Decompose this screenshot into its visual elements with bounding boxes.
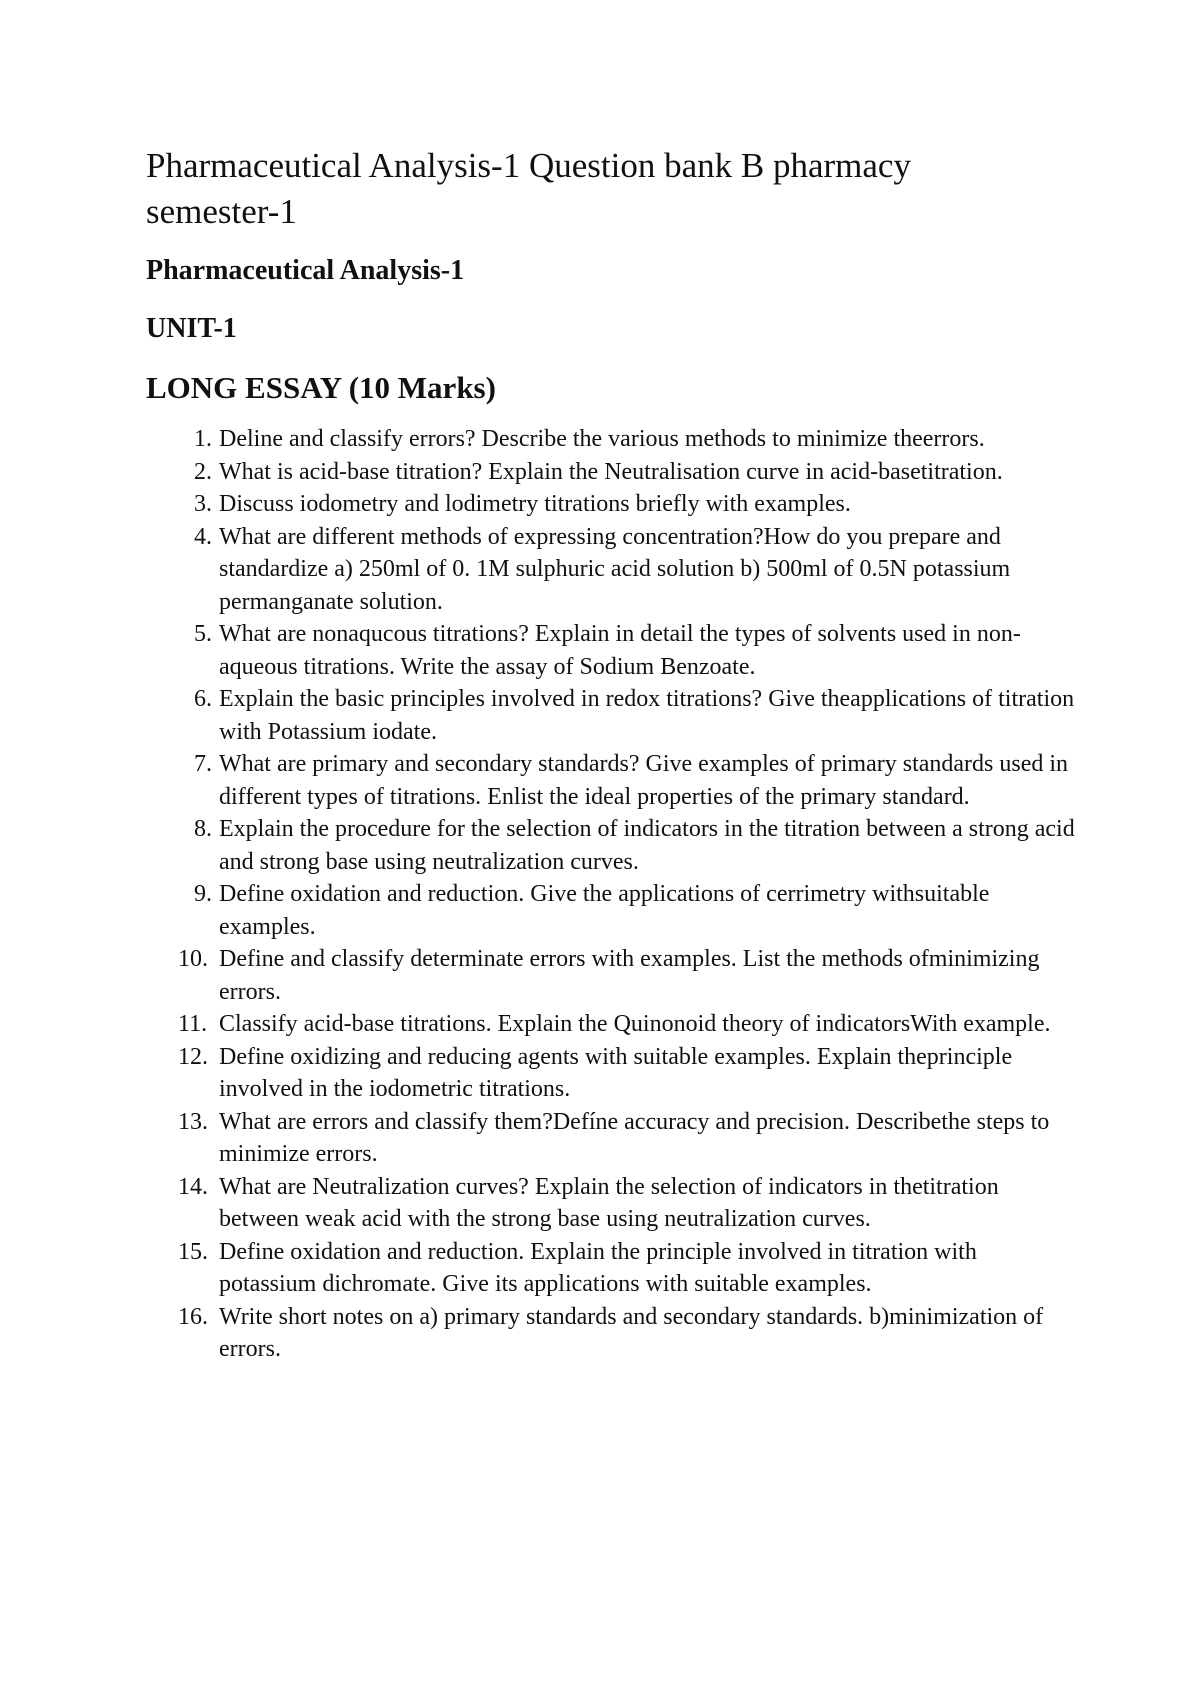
question-item [146,423,1076,456]
section-heading: LONG ESSAY (10 Marks) [146,370,496,405]
unit-heading: UNIT-1 [146,313,237,344]
question-item [146,1236,1076,1301]
question-text: Deline and classify errors? Describe the various methods to minimize theerrors. [219,426,985,452]
question-text: What are nonaqucous titrations? Explain in detail the types of solvents used in non-aqueous titrations. Write the assay of Sodium Benzoate. [219,621,1021,680]
question-item [146,683,1076,748]
document-title: Pharmaceutical Analysis-1 Question bank B pharmacy semester-1 [146,146,911,231]
question-item [146,1171,1076,1236]
question-text: Define oxidation and reduction. Give the applications of cerrimetry withsuitable examples. [219,881,990,940]
question-number: 10. [178,946,208,972]
question-number: 15. [178,1238,208,1265]
question-number: 1. [194,426,212,452]
question-number: 8. [194,816,212,842]
question-text: What are Neutralization curves? Explain the selection of indicators in thetitration between weak acid with the strong base using neutralization curves. [219,1173,999,1232]
question-list [146,423,1076,1366]
question-text: What are different methods of expressing concentration?How do you prepare and standardize a) 250ml of 0. 1M sulphuric acid solution b) 500ml of 0.5N potassium permanganate solution. [219,523,1011,615]
question-text: Discuss iodometry and lodimetry titrations briefly with examples. [219,491,851,517]
question-item [146,1008,1076,1041]
question-text: Define and classify determinate errors with examples. List the methods ofminimizing errors. [219,946,1040,1005]
question-text: Write short notes on a) primary standards and secondary standards. b)minimization of errors. [219,1303,1044,1362]
question-item [146,1301,1076,1366]
question-number: 16. [178,1303,208,1330]
question-number: 12. [178,1043,208,1070]
question-number: 7. [194,751,212,777]
question-item [146,1106,1076,1171]
question-text: What are primary and secondary standards? Give examples of primary standards used in different types of titrations. Enlist the ideal properties of the primary standard. [219,751,1069,810]
question-text: Explain the procedure for the selection of indicators in the titration between a strong acid and strong base using neutralization curves. [219,816,1075,875]
question-number: 11. [178,1011,208,1037]
question-number: 4. [194,523,212,550]
question-number: 13. [178,1108,208,1135]
question-text: What is acid-base titration? Explain the Neutralisation curve in acid-basetitration. [219,458,1003,485]
question-number: 6. [194,686,212,712]
question-number: 5. [194,621,212,647]
question-item [146,813,1076,878]
question-number: 14. [178,1173,208,1200]
question-text: Define oxidizing and reducing agents with suitable examples. Explain theprinciple involved in the iodometric titrations. [219,1043,1013,1102]
question-item [146,878,1076,943]
question-number: 2. [194,458,212,485]
question-text: Explain the basic principles involved in redox titrations? Give theapplications of titration with Potassium iodate. [219,686,1075,745]
question-item [146,488,1076,521]
question-item [146,456,1076,489]
question-text: Define oxidation and reduction. Explain the principle involved in titration with potassium dichromate. Give its applications with suitable examples. [219,1238,977,1297]
question-item [146,748,1076,813]
question-number: 9. [194,881,212,907]
question-item [146,943,1076,1008]
question-item [146,1041,1076,1106]
subject-heading: Pharmaceutical Analysis-1 [146,255,465,286]
question-number: 3. [194,491,212,517]
question-text: Classify acid-base titrations. Explain the Quinonoid theory of indicatorsWith example. [219,1011,1051,1037]
question-text: What are errors and classify them?Defíne accuracy and precision. Describethe steps to minimize errors. [219,1108,1050,1167]
question-item [146,618,1076,683]
question-item [146,521,1076,619]
